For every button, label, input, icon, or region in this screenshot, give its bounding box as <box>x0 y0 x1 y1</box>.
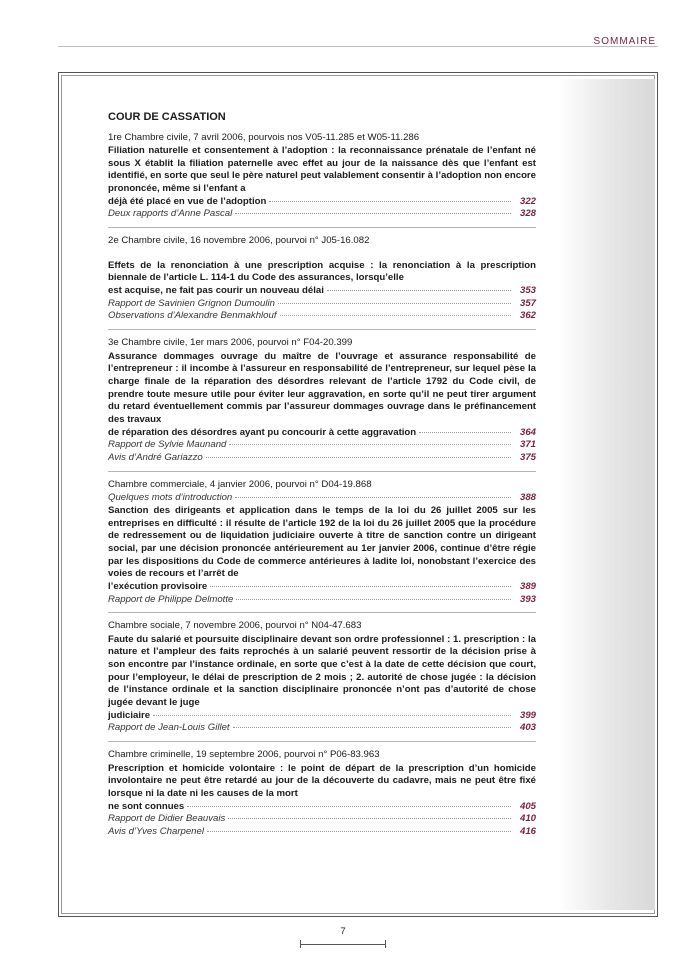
sub-item-text: Rapport de Savinien Grignon Dumoulin <box>108 297 275 309</box>
summary-last-line: ne sont connues <box>108 800 185 812</box>
entry-heading: Chambre sociale, 7 novembre 2006, pourvoi n° N04-47.683 <box>108 620 362 632</box>
leader-dots <box>187 806 511 807</box>
leader-dots <box>235 497 511 498</box>
pre-item-text: Quelques mots d’introduction <box>108 492 233 504</box>
toc-entry <box>108 337 536 472</box>
summary-line-with-page[interactable] <box>108 801 536 814</box>
leader-dots <box>278 303 511 304</box>
leader-dots <box>210 586 511 587</box>
page-ref[interactable]: 403 <box>519 722 536 734</box>
entry-summary: Assurance dommages ouvrage du maître de l’ouvrage et assurance responsabilité de l’entrepreneur : il incombe à l’assureur en responsabilité de l’entrepreneur, sur lequel pèse la charge finale de la réparation des désordres relevant de l’article 1792 du Code civil, de prendre toute mesure utile pour éviter leur aggravation, en sorte qu’il ne peut tirer argument du retard éventuellement commis par l’assureur dommages ouvrage dans le préfinancement des travaux <box>108 350 536 425</box>
leader-dots <box>280 315 511 316</box>
sub-item[interactable] <box>108 439 536 452</box>
sub-item-text: Rapport de Sylvie Maunand <box>108 439 227 451</box>
entry-heading: Chambre criminelle, 19 septembre 2006, pourvoi n° P06-83.963 <box>108 749 380 761</box>
entry-summary: Prescription et homicide volontaire : le point de départ de la prescription d’un homicide involontaire ne peut être retardé au jour de la découverte du cadavre, mais ne peut être fixé lorsque ni la date ni les causes de la mort <box>108 762 536 800</box>
page-ref[interactable]: 362 <box>519 310 536 322</box>
sub-item-text: Avis d’André Gariazzo <box>108 451 203 463</box>
sub-item-text: Rapport de Jean-Louis Gillet <box>108 722 230 734</box>
page-ref[interactable]: 353 <box>519 285 536 297</box>
header-rule <box>58 46 658 47</box>
page-ref[interactable]: 416 <box>519 826 536 838</box>
leader-dots <box>327 290 511 291</box>
sub-item[interactable] <box>108 722 536 735</box>
summary-line-with-page[interactable] <box>108 427 536 440</box>
page-ref[interactable]: 322 <box>519 195 536 207</box>
summary-line-with-page[interactable] <box>108 710 536 723</box>
entry-summary: Sanction des dirigeants et application dans le temps de la loi du 26 juillet 2005 sur les entreprises en difficulté : il résulte de l’article 192 de la loi du 26 juillet 2005 que la procédure de redressement ou de liquidation judiciaire ouverte à titre de sanction contre un dirigeant social, par une décision prononcée antérieurement au 1er janvier 2006, continue d’être régie par les dispositions du Code de commerce antérieures à ladite loi, nonobstant l’exercice des voies de recours et l’arrêt de <box>108 504 536 580</box>
toc-entry <box>108 235 536 330</box>
pre-item[interactable] <box>108 492 536 505</box>
sub-item-text: Rapport de Philippe Delmotte <box>108 593 234 605</box>
toc-entry <box>108 749 536 845</box>
leader-dots <box>235 213 511 214</box>
summary-line-with-page[interactable] <box>108 581 536 594</box>
toc-entry <box>108 620 536 742</box>
leader-dots <box>269 201 511 202</box>
leader-dots <box>153 715 511 716</box>
page-ref[interactable]: 393 <box>519 593 536 605</box>
toc-entry <box>108 479 536 614</box>
leader-dots <box>236 599 511 600</box>
sub-item[interactable] <box>108 298 536 311</box>
entry-heading: Chambre commerciale, 4 janvier 2006, pourvoi n° D04-19.868 <box>108 478 372 490</box>
section-label: SOMMAIRE <box>593 36 656 47</box>
entry-summary: Faute du salarié et poursuite disciplinaire devant son ordre professionnel : 1. prescription : la nature et l’ampleur des faits reprochés à un salarié peuvent ressortir de la décision prise à son encontre par l’instance ordinale, en sorte que c’est à la date de cette décision que court, pour l’employeur, le délai de prescription de 2 mois ; 2. autorité de chose jugée : la décision de l’instance ordinale et la sanction disciplinaire prononcée n’ont pas d’autorité de chose jugée devant le juge <box>108 633 536 709</box>
sub-item[interactable] <box>108 594 536 607</box>
sub-item-text: Rapport de Didier Beauvais <box>108 813 226 825</box>
page-ref[interactable]: 371 <box>519 439 536 451</box>
leader-dots <box>207 831 511 832</box>
entry-heading: 2e Chambre civile, 16 novembre 2006, pourvoi n° J05-16.082 <box>108 235 370 247</box>
summary-last-line: est acquise, ne fait pas courir un nouveau délai <box>108 285 324 297</box>
sub-item[interactable] <box>108 813 536 826</box>
page-number: 7 <box>340 926 346 937</box>
entry-heading: 3e Chambre civile, 1er mars 2006, pourvoi n° F04-20.399 <box>108 337 353 349</box>
page-ref[interactable]: 405 <box>519 800 536 812</box>
leader-dots <box>419 432 511 433</box>
page-ref[interactable]: 389 <box>519 580 536 592</box>
leader-dots <box>228 818 511 819</box>
sub-item[interactable] <box>108 208 536 221</box>
sommaire-watermark <box>559 79 655 910</box>
leader-dots <box>206 457 511 458</box>
page-ref[interactable]: 328 <box>519 208 536 220</box>
entry-summary: Filiation naturelle et consentement à l’adoption : la reconnaissance prénatale de l’enfant né sous X établit la filiation paternelle avec effet au jour de la naissance dès que l’enfant est identifié, en sorte que seul le père naturel peut valablement consentir à l’adoption non encore prononcée, même si l’enfant a <box>108 145 536 195</box>
toc-entry <box>108 132 536 229</box>
summary-line-with-page[interactable] <box>108 196 536 209</box>
summary-line-with-page[interactable] <box>108 285 536 298</box>
sub-item-text: Avis d’Yves Charpenel <box>108 826 204 838</box>
summary-last-line: judiciaire <box>108 709 151 721</box>
page-ref[interactable]: 410 <box>519 813 536 825</box>
footer-tick-left <box>300 940 301 948</box>
leader-dots <box>229 444 511 445</box>
table-of-contents <box>108 110 536 852</box>
summary-last-line: de réparation des désordres ayant pu concourir à cette aggravation <box>108 426 417 438</box>
page-ref[interactable]: 357 <box>519 297 536 309</box>
summary-last-line: l’exécution provisoire <box>108 580 208 592</box>
sub-item-text: Observations d’Alexandre Benmakhlouf <box>108 310 277 322</box>
sub-item[interactable] <box>108 452 536 465</box>
sub-item[interactable] <box>108 310 536 323</box>
page-ref[interactable]: 399 <box>519 709 536 721</box>
sub-item-text: Deux rapports d’Anne Pascal <box>108 208 233 220</box>
entry-heading: 1re Chambre civile, 7 avril 2006, pourvois nos V05-11.285 et W05-11.286 <box>108 131 420 143</box>
page-ref[interactable]: 375 <box>519 451 536 463</box>
footer-tick-right <box>385 940 386 948</box>
page-ref[interactable]: 364 <box>519 426 536 438</box>
page-ref[interactable]: 388 <box>519 492 536 504</box>
leader-dots <box>233 727 511 728</box>
entry-summary: Effets de la renonciation à une prescription acquise : la renonciation à la prescription biennale de l’article L. 114-1 du Code des assurances, lorsqu’elle <box>108 259 536 284</box>
summary-last-line: déjà été placé en vue de l’adoption <box>108 195 267 207</box>
sub-item[interactable] <box>108 826 536 839</box>
court-title: COUR DE CASSATION <box>108 111 226 123</box>
